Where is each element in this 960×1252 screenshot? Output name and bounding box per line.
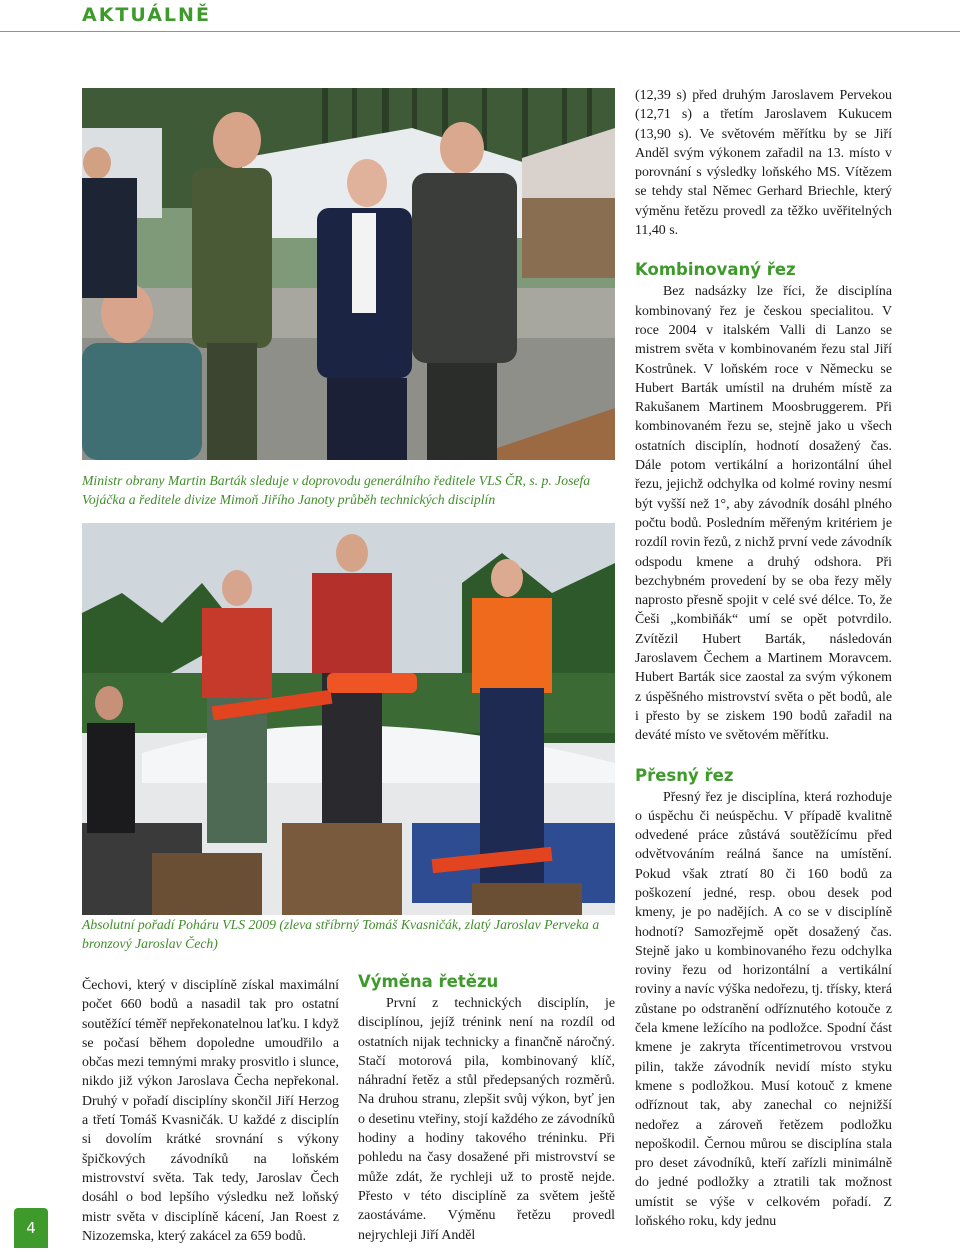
article-left-column: [82, 976, 339, 1246]
paragraph: Bez nadsázky lze říci, že disciplína kombinovaný řez je českou specialitou. V roce 2004 v italském Valli di Lanzo se mistrem světa v kombinovaném řezu stal Jiří Kostrůnek. V loňském roce v Německu se Hubert Barták umístil na druhém místě za Rakušanem Martinem Moosbruggerem. Při kombinovaném řezu se, stejně jako u všech ostatních disciplín, hodnotí dosažený čas. Dále potom vertikální a horizontální úhel řezu, jejichž odchylka od kolmé roviny nesmí být vyšší než 1°, aby závodník dosáhl plného počtu bodů. Posledním měřeným kritériem je rozdíl rovin řezů, z nichž první vede závodník odspodu kmene a druhý odshora. Při bezchybném provedení by se oba řezy měly naprosto přesně spojit v celé své délce. To, že Češi „kombiňák“ umí se opět potvrdilo. Zvítězil Hubert Barták, následován Jaroslavem Čechem a Martinem Moravcem. Hubert Barták sice zaostal za svým výkonem z úspěšného mistrovství světa o pět bodů, ale i přesto by se ziskem 190 bodů zařadil na deváté místo ve světovém měřítku.: [635, 284, 892, 744]
photo-podium: [82, 523, 615, 915]
page-number: 4: [14, 1208, 48, 1248]
section-label: AKTUÁLNĚ: [82, 4, 211, 26]
subheading-kombinovany-rez: Kombinovaný řez: [635, 260, 796, 280]
paragraph: Přesný řez je disciplína, která rozhoduje o úspěchu či neúspěchu. V případě kvalitně odvedené práce zůstává soutěžícímu před odvětvováním reálná šance na umístění. Pokud však ztratí 80 či 160 bodů za poškození jedné, resp. obou desek pod kmeny, je po nadějích. A co se v disciplíně hodnotí? Samozřejmě opět dosažený čas. Stejně jako u kombinovaného řezu odchylka roviny řezu od horizontální a vertikální roviny a navíc výška nedořezu, tj. třísky, která zůstane po odstranění odříznutého kotouče z čela kmene ležícího na podložce. Spodní část kmene je zakryta třícentimetrovou vrstvou pilin, takže závodník nevidí místo styku kmene s podložkou. Musí kotouč z kmene odříznout tak, aby zanechal co nejnižší nedořez a zároveň řetězem podložku nepoškodil. Černou můrou se disciplína stala pro deset závodníků, kteří zařízli minimálně do jedné podložky a ztratili tak možnost umístit se výše v celkovém pořadí. Z loňského roku, kdy jednu: [635, 789, 892, 1230]
photo-caption-officials: Ministr obrany Martin Barták sleduje v doprovodu generálního ředitele VLS ČR, s. p. Josefa Vojáčka a ředitele divize Mimoň Jiřího Janoty průběh technických disciplín: [82, 473, 591, 507]
paragraph: Čechovi, který v disciplíně získal maximální počet 660 bodů a nasadil tak pro ostatní soutěžící téměř nepřekonatelnou laťku. I když se počasí během dopoledne umoudřilo a občas mezi temnými mraky prosvitlo i slunce, nikdo již výkon Jaroslava Čecha nepřekonal. Druhý v pořadí disciplíny skončil Jiří Herzog a třetí Tomáš Kvasničák. U každé z disciplín si dovolím krátké srovnání s výkony špičkových závodníků na loňském mistrovství světa. Tak tedy, Jaroslav Čech dosáhl o bod lepšího výsledku než loňský mistr světa v disciplíně kácení, Jan Roest z Nizozemska, který zakácel za 659 bodů.: [82, 978, 339, 1244]
subheading-presny-rez: Přesný řez: [635, 765, 734, 785]
photo-officials: [82, 88, 615, 460]
photo-caption-podium: Absolutní pořadí Poháru VLS 2009 (zleva stříbrný Tomáš Kvasničák, zlatý Jaroslav Perveka a bronzový Jaroslav Čech): [82, 917, 600, 951]
article-middle-column: [358, 972, 615, 1245]
article-right-column: [635, 86, 892, 1231]
paragraph: První z technických disciplín, je disciplínou, jejíž trénink není na rozdíl od ostatních nijak technicky a finančně náročný. Stačí motorová pila, kombinovaný klíč, náhradní řetěz a stůl předepsaných rozměrů. Na druhou stranu, zlepšit svůj výkon, byť jen o desetinu vteřiny, stojí každého ze závodníků hodiny a hodiny takového tréninku. Při pohledu na časy dosažené při mistrovství se může zdát, že rychleji už to prostě nejde. Přesto v této disciplíně za světem ještě zaostáváme. Výměnu řetězu provedl nejrychleji Jiří Anděl: [358, 996, 615, 1243]
subheading-vymena-retezu: Výměna řetězu: [358, 972, 499, 991]
header-rule: [0, 31, 960, 32]
paragraph: (12,39 s) před druhým Jaroslavem Pervekou (12,71 s) a třetím Jaroslavem Kukucem (13,90 s). Ve světovém měřítku by se Jiří Anděl svým výkonem zařadil na 13. místo v porovnání s výsledky loňského MS. Vítězem se tehdy stal Němec Gerhard Briechle, který výměnu řetězu provedl za těžko uvěřitelných 11,40 s.: [635, 88, 892, 239]
